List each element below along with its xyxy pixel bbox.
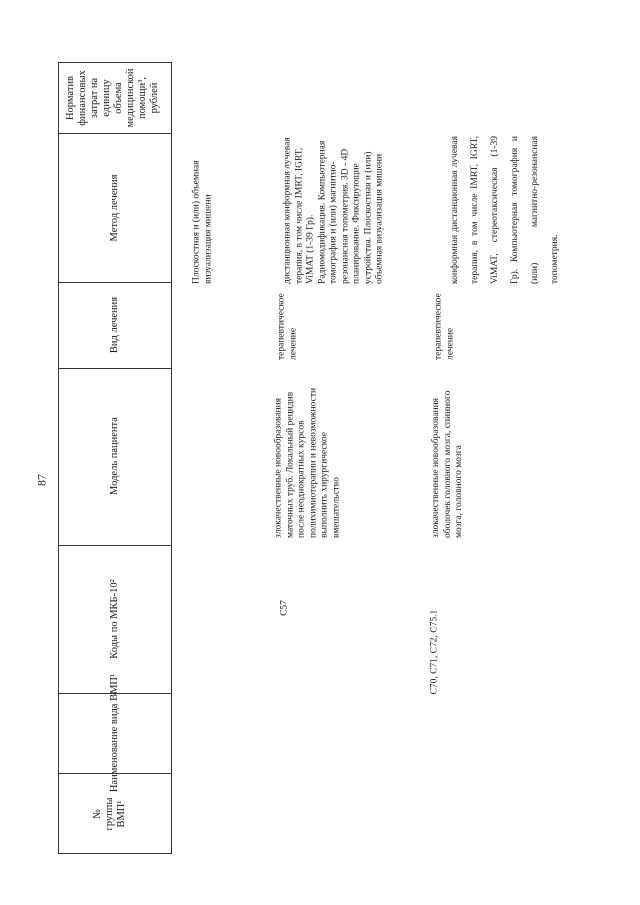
header-divider — [58, 368, 172, 369]
treatment-table: Норматив финансовых затрат на единицу объема медицинской помощи³, рублей Метод лечения Вид лечения Модель пациента Коды по МКБ-10² Наименование вида ВМП¹ № группы ВМП¹ Плоскостная и (или) объемная визуализация мишени C57 злокачественные новообразования маточных труб. Локальный рецидив после неоднократных курсов полихимиотерапии и невозможности выполнить хирургическое вмешательство терапевтическое лечение дистанционная конформная лучевая терапия, в том числе IMRT, IGRT, ViMAT (1-39 Гр). Радиомодификация. Компьютерная томография и (или) магнитно-резонансная топометрия. 3D - 4D планирование. Фиксирующие устройства. Плоскостная и (или) объемная визуализация мишени C70, C71, C72, C75.1 злокачественные новообразования оболочек головного мозга, спинного мозга, головного мозга терапевтическое лечение конформная дистанционная лучевая терапия, в том числе IMRT, IGRT, ViMAT, стереотаксическая (1-39 Гр). Компьютерная томография и (или) магнитно-резонансная топометрия. — [0, 0, 640, 905]
header-divider — [58, 545, 172, 546]
page-number-text: 87 — [34, 474, 49, 486]
header-divider — [58, 133, 172, 134]
